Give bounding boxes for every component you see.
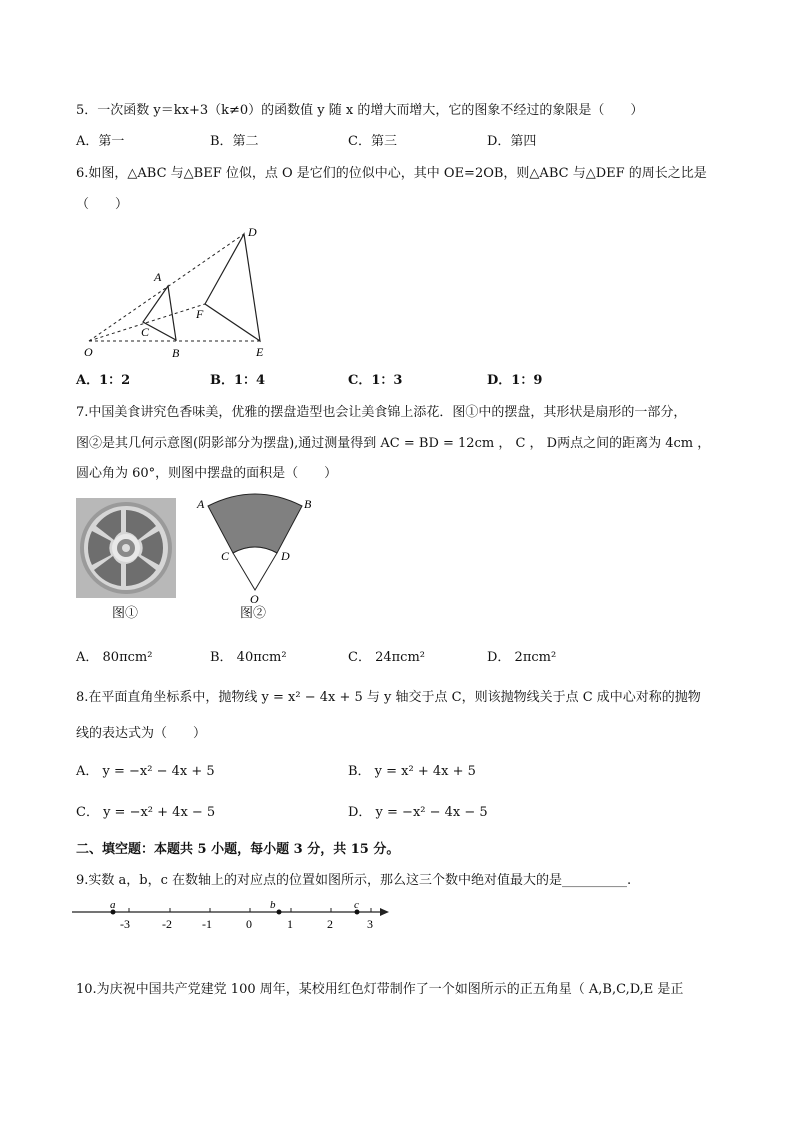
q5-option-a: A．第一 [76, 134, 125, 149]
q6-label-b: B [172, 346, 180, 360]
q7-fig1-caption: 图① [112, 606, 139, 621]
q9-tick-1: 1 [287, 917, 293, 931]
q9-stem: 9.实数 a，b，c 在数轴上的对应点的位置如图所示，那么这三个数中绝对值最大的是__________. [76, 873, 632, 888]
q10-stem: 10.为庆祝中国共产党建党 100 周年，某校用红色灯带制作了一个如图所示的正五角星（ A,B,C,D,E 是正 [76, 982, 684, 997]
section-two-heading: 二、填空题：本题共 5 小题，每小题 3 分，共 15 分。 [76, 842, 400, 857]
q6-option-b: B．1：4 [210, 373, 266, 388]
q9-tick-2: 2 [327, 917, 333, 931]
q6-option-d: D．1：9 [487, 373, 543, 388]
q8-stem-line1: 8.在平面直角坐标系中，抛物线 y = x² − 4x + 5 与 y 轴交于点 C，则该抛物线关于点 C 成中心对称的抛物 [76, 690, 701, 705]
q6-label-d: D [248, 225, 257, 239]
q7-option-d: D． 2πcm² [487, 650, 557, 665]
q7-stem-line2: 图②是其几何示意图(阴影部分为摆盘),通过测量得到 AC = BD = 12cm ， C ， D两点之间的距离为 4cm ， [76, 436, 711, 451]
q6-option-a: A．1：2 [76, 373, 131, 388]
q6-label-c: C [141, 325, 150, 339]
q7-label-c: C [221, 549, 230, 563]
q7-label-b: B [304, 497, 312, 511]
q9-tick-0: 0 [246, 917, 252, 931]
q7-option-b: B． 40πcm² [210, 650, 287, 665]
q6-label-f: F [196, 307, 204, 321]
q7-label-o: O [250, 592, 259, 606]
q8-option-d: D． y = −x² − 4x − 5 [348, 805, 488, 820]
q6-label-a: A [154, 270, 162, 284]
q6-stem-bracket: （ ） [76, 197, 129, 212]
q5-option-b: B．第二 [210, 134, 259, 149]
q8-option-b: B． y = x² + 4x + 5 [348, 764, 476, 779]
q5-option-c: C．第三 [348, 134, 397, 149]
q9-point-b: b [270, 899, 276, 911]
q7-label-a: A [197, 497, 205, 511]
q6-option-c: C．1：3 [348, 373, 403, 388]
q9-point-a: a [110, 899, 116, 911]
q7-label-d: D [281, 549, 290, 563]
q6-label-e: E [256, 345, 264, 359]
q6-stem: 6.如图，△ABC 与△BEF 位似，点 O 是它们的位似中心，其中 OE=2OB，则△ABC 与△DEF 的周长之比是 [76, 166, 707, 181]
q7-option-a: A． 80πcm² [76, 650, 153, 665]
q7-fig2-caption: 图② [240, 606, 267, 621]
q7-stem-line3: 圆心角为 60°，则图中摆盘的面积是（ ） [76, 466, 338, 481]
q5-option-d: D．第四 [487, 134, 537, 149]
q9-point-c: c [354, 899, 359, 911]
q9-tick-neg3: -3 [120, 917, 130, 931]
q9-tick-3: 3 [367, 917, 373, 931]
q8-option-c: C． y = −x² + 4x − 5 [76, 805, 216, 820]
q7-option-c: C． 24πcm² [348, 650, 425, 665]
q8-stem-line2: 线的表达式为（ ） [76, 726, 207, 741]
q6-label-o: O [84, 345, 93, 359]
q9-tick-neg1: -1 [202, 917, 212, 931]
q5-stem: 5．一次函数 y＝kx+3（k≠0）的函数值 y 随 x 的增大而增大，它的图象不经过的象限是（ ） [76, 103, 644, 118]
q7-stem-line1: 7.中国美食讲究色香味美，优雅的摆盘造型也会让美食锦上添花．图①中的摆盘，其形状是扇形的一部分， [76, 405, 687, 420]
q8-option-a: A． y = −x² − 4x + 5 [76, 764, 215, 779]
q9-tick-neg2: -2 [162, 917, 172, 931]
